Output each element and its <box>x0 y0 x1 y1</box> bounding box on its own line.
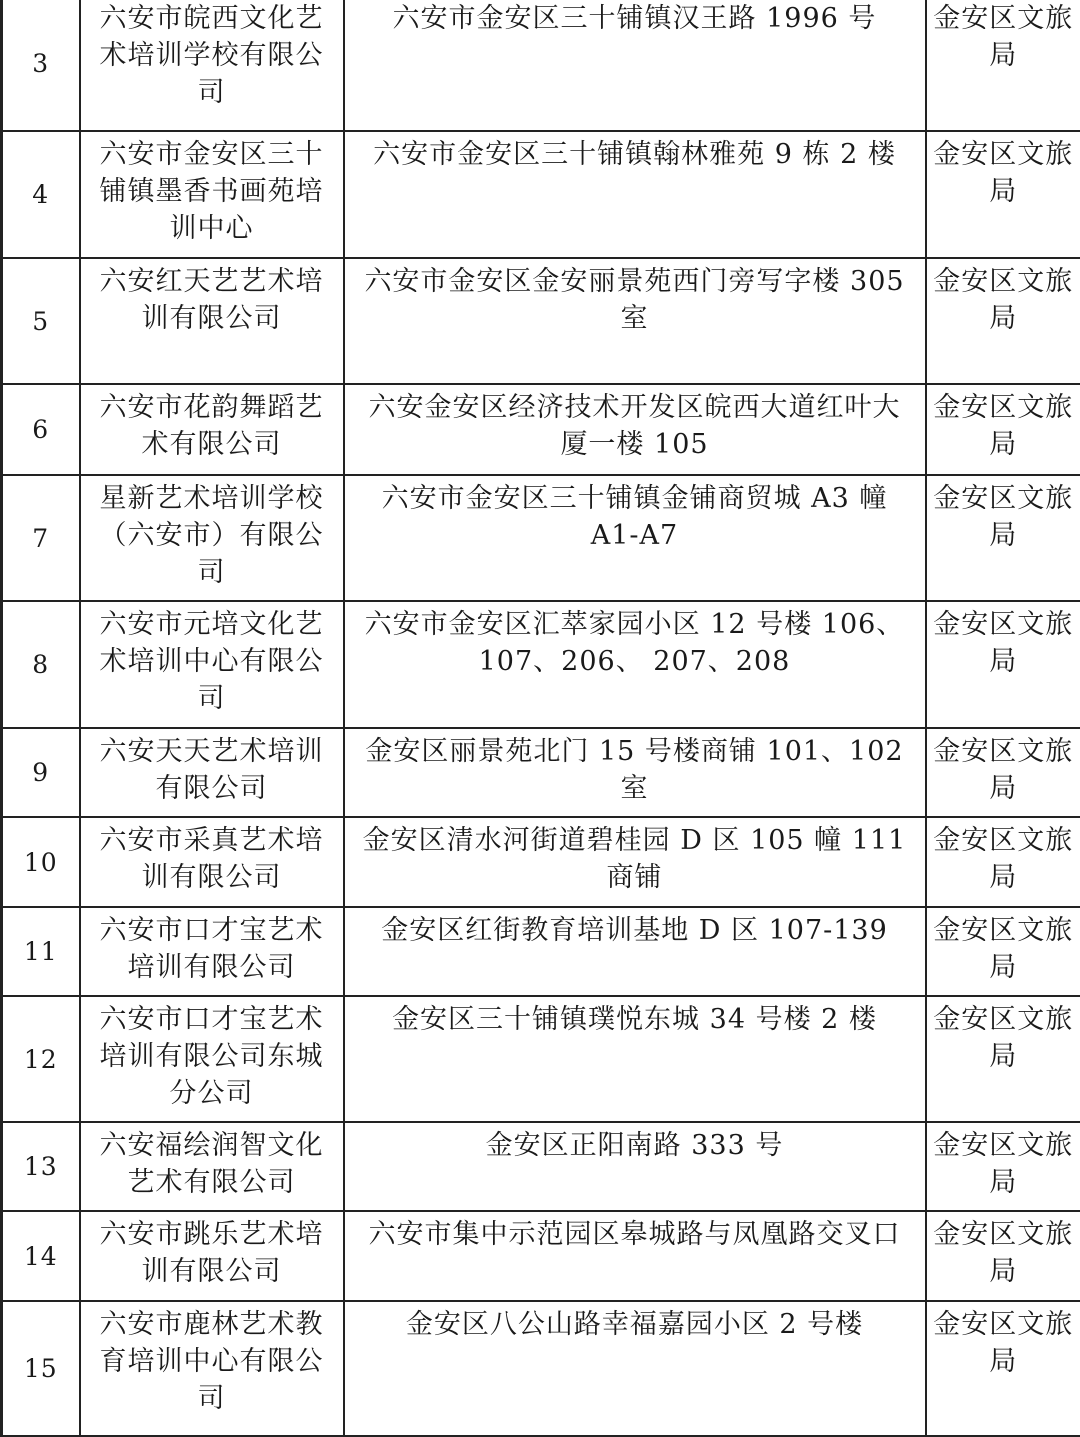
table-row <box>2 996 1080 1122</box>
institution-address: 六安市金安区汇萃家园小区 12 号楼 106、107、206、 207、208 <box>344 601 926 728</box>
row-number: 10 <box>2 817 80 907</box>
institution-address: 六安市金安区三十铺镇汉王路 1996 号 <box>344 0 926 131</box>
institution-address: 六安市金安区三十铺镇翰林雅苑 9 栋 2 楼 <box>344 131 926 258</box>
institution-name: 六安市皖西文化艺术培训学校有限公司 <box>80 0 344 131</box>
supervising-department: 金安区文旅局 <box>926 907 1080 996</box>
row-number: 6 <box>2 384 80 475</box>
row-number: 7 <box>2 475 80 601</box>
supervising-department: 金安区文旅局 <box>926 384 1080 475</box>
institution-address: 金安区正阳南路 333 号 <box>344 1122 926 1211</box>
supervising-department: 金安区文旅局 <box>926 996 1080 1122</box>
table-row <box>2 728 1080 817</box>
row-number: 4 <box>2 131 80 258</box>
row-number: 11 <box>2 907 80 996</box>
supervising-department: 金安区文旅局 <box>926 728 1080 817</box>
institution-name: 六安市口才宝艺术培训有限公司东城分公司 <box>80 996 344 1122</box>
table-row <box>2 475 1080 601</box>
institution-name: 星新艺术培训学校（六安市）有限公司 <box>80 475 344 601</box>
table-row <box>2 907 1080 996</box>
institution-address: 金安区三十铺镇璞悦东城 34 号楼 2 楼 <box>344 996 926 1122</box>
supervising-department: 金安区文旅局 <box>926 131 1080 258</box>
row-number: 3 <box>2 0 80 131</box>
institution-name: 六安市口才宝艺术培训有限公司 <box>80 907 344 996</box>
supervising-department: 金安区文旅局 <box>926 1211 1080 1301</box>
institution-address: 六安市金安区金安丽景苑西门旁写字楼 305 室 <box>344 258 926 384</box>
supervising-department: 金安区文旅局 <box>926 817 1080 907</box>
table-row <box>2 384 1080 475</box>
supervising-department: 金安区文旅局 <box>926 258 1080 384</box>
row-number: 12 <box>2 996 80 1122</box>
table-row <box>2 817 1080 907</box>
row-number: 13 <box>2 1122 80 1211</box>
supervising-department: 金安区文旅局 <box>926 601 1080 728</box>
row-number: 5 <box>2 258 80 384</box>
table-row <box>2 601 1080 728</box>
institution-name: 六安市金安区三十铺镇墨香书画苑培训中心 <box>80 131 344 258</box>
row-number: 15 <box>2 1301 80 1436</box>
institution-address: 金安区红街教育培训基地 D 区 107-139 <box>344 907 926 996</box>
institution-name: 六安市采真艺术培训有限公司 <box>80 817 344 907</box>
supervising-department: 金安区文旅局 <box>926 0 1080 131</box>
supervising-department: 金安区文旅局 <box>926 475 1080 601</box>
institution-address: 金安区清水河街道碧桂园 D 区 105 幢 111 商铺 <box>344 817 926 907</box>
table-row <box>2 0 1080 131</box>
institution-name: 六安市花韵舞蹈艺术有限公司 <box>80 384 344 475</box>
institution-name: 六安市元培文化艺术培训中心有限公司 <box>80 601 344 728</box>
institution-address: 金安区八公山路幸福嘉园小区 2 号楼 <box>344 1301 926 1436</box>
table-row <box>2 258 1080 384</box>
table-row <box>2 1211 1080 1301</box>
row-number: 14 <box>2 1211 80 1301</box>
supervising-department: 金安区文旅局 <box>926 1301 1080 1436</box>
institution-name: 六安市跳乐艺术培训有限公司 <box>80 1211 344 1301</box>
institution-name: 六安红天艺艺术培训有限公司 <box>80 258 344 384</box>
row-number: 9 <box>2 728 80 817</box>
table-row <box>2 131 1080 258</box>
institution-address: 六安金安区经济技术开发区皖西大道红叶大厦一楼 105 <box>344 384 926 475</box>
institution-address: 金安区丽景苑北门 15 号楼商铺 101、102 室 <box>344 728 926 817</box>
table-row <box>2 1122 1080 1211</box>
institution-name: 六安市鹿林艺术教育培训中心有限公司 <box>80 1301 344 1436</box>
supervising-department: 金安区文旅局 <box>926 1122 1080 1211</box>
institution-address: 六安市集中示范园区皋城路与凤凰路交叉口 <box>344 1211 926 1301</box>
row-number: 8 <box>2 601 80 728</box>
institution-name: 六安福绘润智文化艺术有限公司 <box>80 1122 344 1211</box>
institution-name: 六安天天艺术培训有限公司 <box>80 728 344 817</box>
institution-address: 六安市金安区三十铺镇金铺商贸城 A3 幢 A1-A7 <box>344 475 926 601</box>
table-row <box>2 1301 1080 1436</box>
